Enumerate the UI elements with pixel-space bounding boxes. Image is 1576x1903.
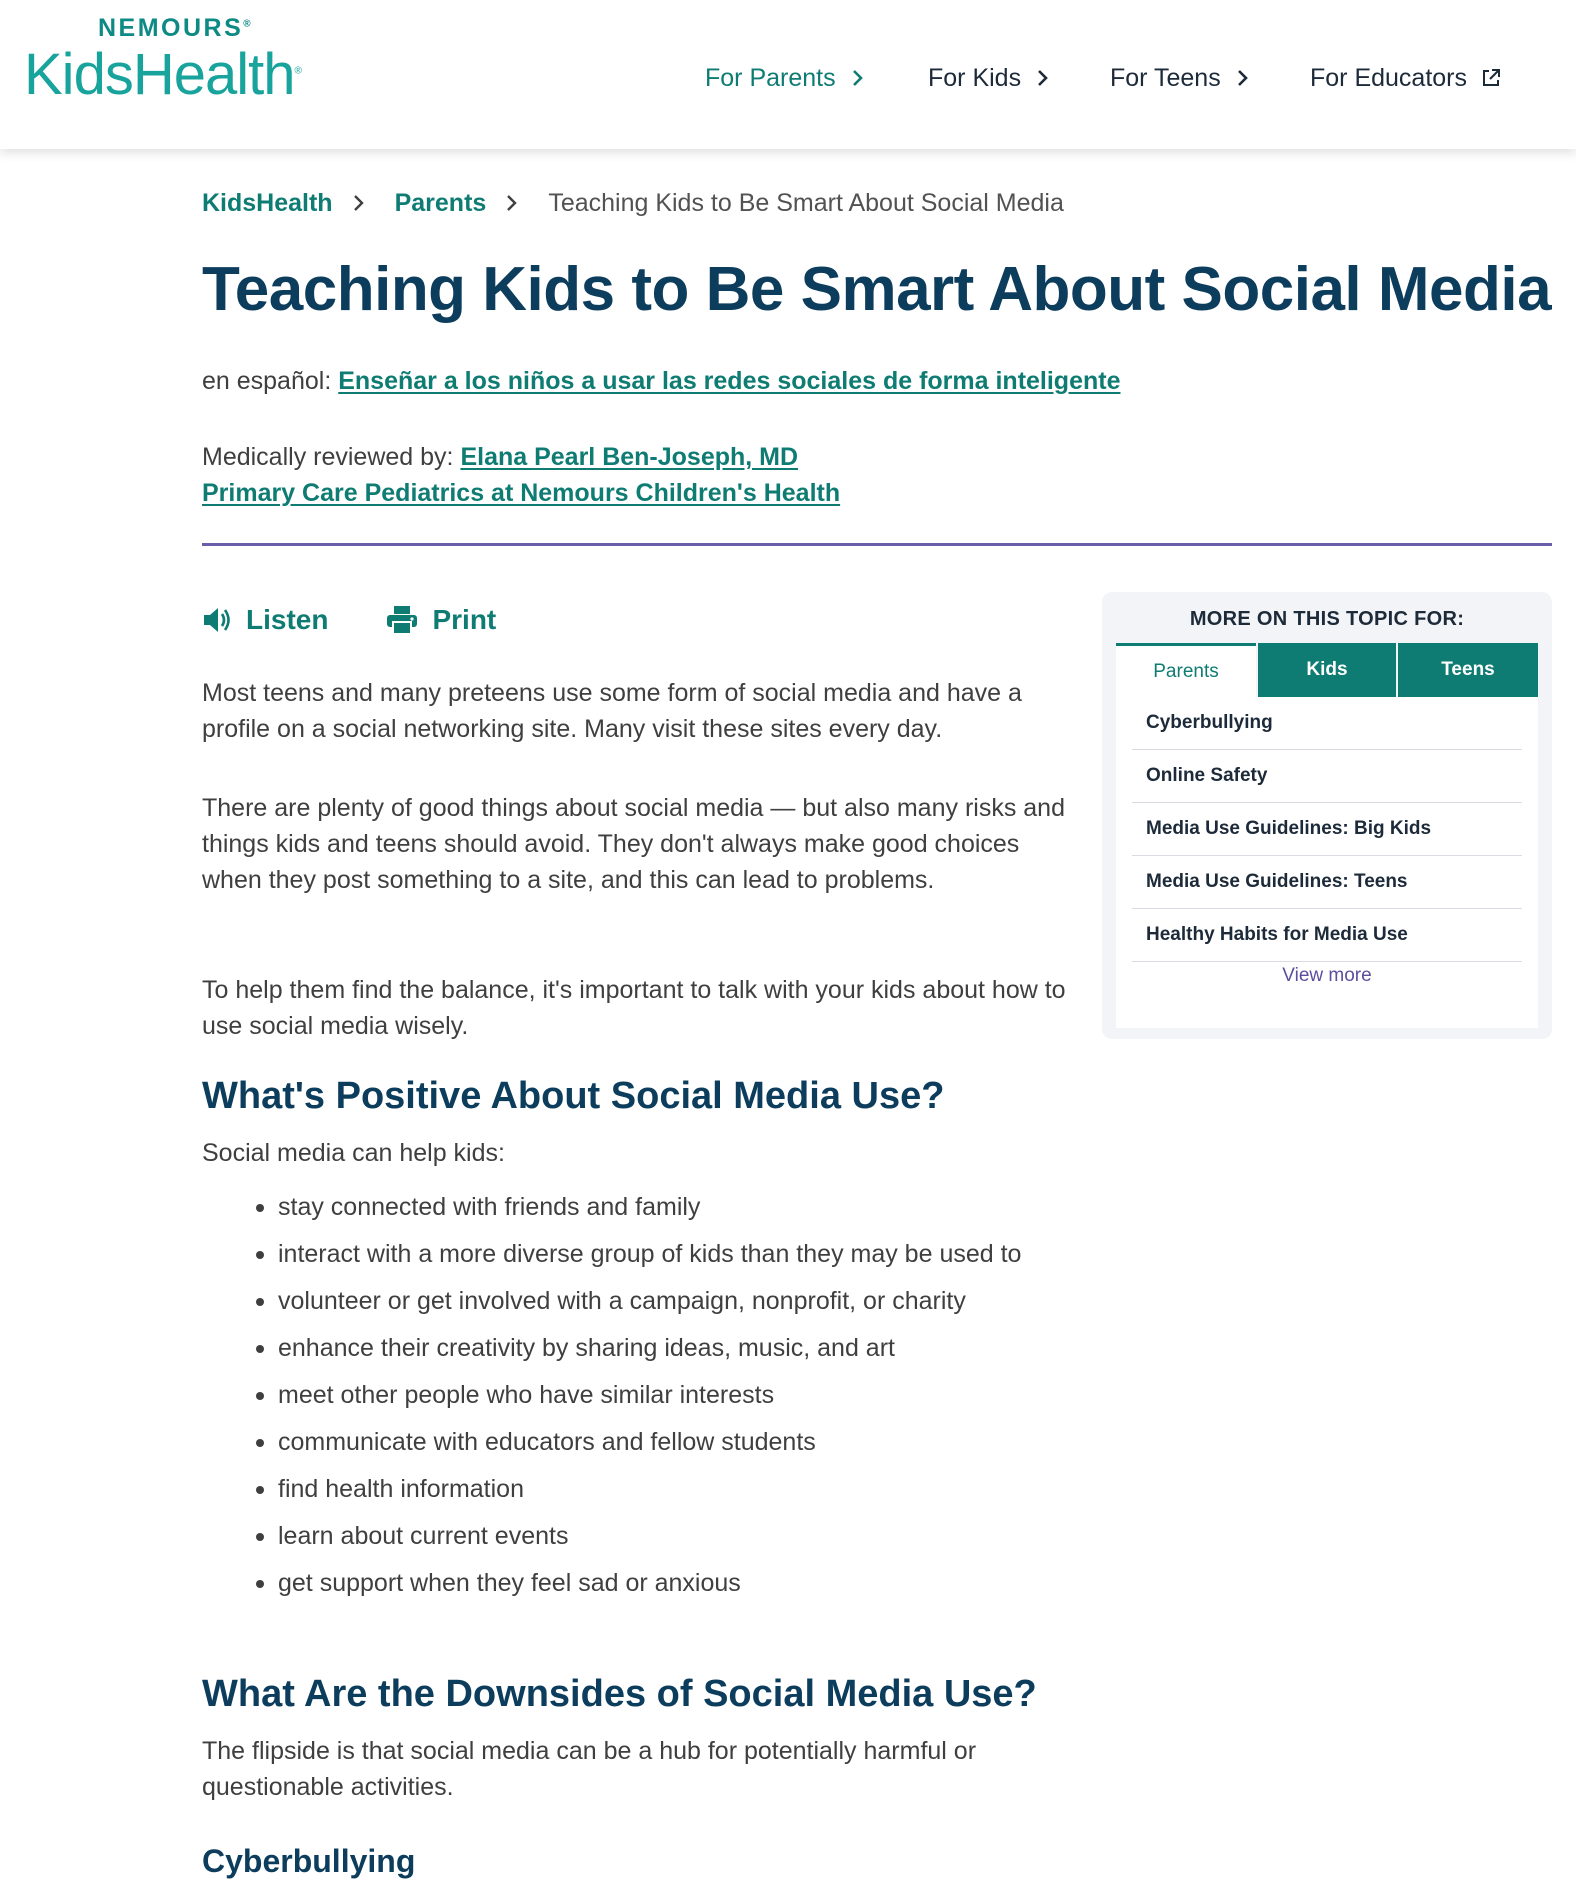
print-button[interactable] [386, 604, 496, 636]
nav-for-educators[interactable] [1310, 60, 1501, 96]
medical-review [202, 439, 840, 511]
speaker-icon [202, 606, 232, 634]
panel-title: MORE ON THIS TOPIC FOR: [1189, 608, 1465, 630]
topic-link[interactable]: Cyberbullying [1132, 697, 1522, 750]
tab-parents[interactable]: Parents [1116, 643, 1256, 697]
divider [202, 543, 1552, 546]
chevron-right-icon [506, 194, 518, 212]
topic-list [1116, 697, 1538, 1028]
paragraph: The flipside is that social media can be a hub for potentially harmful or questionable activities. [202, 1737, 977, 1801]
listen-button[interactable] [202, 604, 328, 636]
tab-kids[interactable]: Kids [1258, 643, 1396, 697]
nav-label: For Parents [705, 63, 836, 92]
paragraph: Most teens and many preteens use some form of social media and have a profile on a social networking site. Many visit these sites every day. [202, 679, 1022, 743]
chevron-right-icon [353, 194, 365, 212]
nav-for-parents[interactable] [705, 60, 864, 96]
list-item: get support when they feel sad or anxious [256, 1565, 1072, 1601]
topic-link[interactable]: Media Use Guidelines: Teens [1132, 856, 1522, 909]
topic-link[interactable]: Online Safety [1132, 750, 1522, 803]
breadcrumb-kidshealth[interactable]: KidsHealth [202, 188, 333, 217]
nav-label: For Kids [928, 63, 1022, 92]
printer-icon [386, 605, 418, 635]
article-actions [202, 600, 554, 640]
breadcrumb-parents[interactable]: Parents [394, 188, 487, 217]
list-item: meet other people who have similar interests [256, 1377, 1072, 1413]
topic-link[interactable]: Healthy Habits for Media Use [1132, 909, 1522, 962]
paragraph: There are plenty of good things about social media — but also many risks and things kids and teens should avoid. They don't always make good choices when they post something to a site, and this can lead to problems. [202, 794, 1065, 894]
page-title: Teaching Kids to Be Smart About Social Media [202, 255, 1552, 324]
nav-for-kids[interactable] [928, 60, 1049, 96]
reviewer-org-link[interactable]: Primary Care Pediatrics at Nemours Children's Health [202, 479, 841, 507]
nav-for-teens[interactable] [1110, 60, 1249, 96]
spanish-prefix: en español: [202, 367, 332, 395]
breadcrumb [202, 188, 1064, 218]
chevron-right-icon [1037, 69, 1049, 87]
spanish-version [202, 367, 1121, 396]
list-item: interact with a more diverse group of kids than they may be used to [256, 1236, 1072, 1272]
list-item: find health information [256, 1471, 1072, 1507]
paragraph: To help them find the balance, it's important to talk with your kids about how to use social media wisely. [202, 976, 1066, 1040]
list-item: enhance their creativity by sharing ideas, music, and art [256, 1330, 1072, 1366]
reviewer-link[interactable]: Elana Pearl Ben-Joseph, MD [460, 443, 799, 471]
breadcrumb-current: Teaching Kids to Be Smart About Social Media [548, 188, 1064, 217]
print-label: Print [432, 604, 497, 635]
more-on-topic-panel [1102, 592, 1552, 1039]
list-item: stay connected with friends and family [256, 1189, 1072, 1225]
logo-product: KidsHealth® [24, 42, 301, 107]
spanish-link[interactable]: Enseñar a los niños a usar las redes sociales de forma inteligente [338, 367, 1121, 395]
list-item: communicate with educators and fellow students [256, 1424, 1072, 1460]
section-heading: What Are the Downsides of Social Media Use? [202, 1673, 1037, 1715]
listen-label: Listen [246, 604, 329, 635]
section-heading: What's Positive About Social Media Use? [202, 1075, 945, 1117]
list-item: volunteer or get involved with a campaign, nonprofit, or charity [256, 1283, 1072, 1319]
nav-label: For Teens [1110, 63, 1221, 92]
tab-teens[interactable]: Teens [1398, 643, 1538, 697]
topic-link[interactable]: Media Use Guidelines: Big Kids [1132, 803, 1522, 856]
paragraph: Social media can help kids: [202, 1139, 505, 1167]
list-item: learn about current events [256, 1518, 1072, 1554]
chevron-right-icon [1237, 69, 1249, 87]
chevron-right-icon [852, 69, 864, 87]
site-header [0, 0, 1576, 149]
benefits-list [256, 1189, 1072, 1601]
nav-label: For Educators [1310, 63, 1468, 92]
view-more-link[interactable]: View more [1282, 965, 1372, 986]
logo-brand: NEMOURS® [98, 14, 251, 42]
subsection-heading: Cyberbullying [202, 1843, 416, 1879]
audience-tabs [1116, 643, 1538, 697]
review-prefix: Medically reviewed by: [202, 443, 454, 471]
external-link-icon [1481, 68, 1501, 88]
main-nav [0, 60, 1576, 96]
